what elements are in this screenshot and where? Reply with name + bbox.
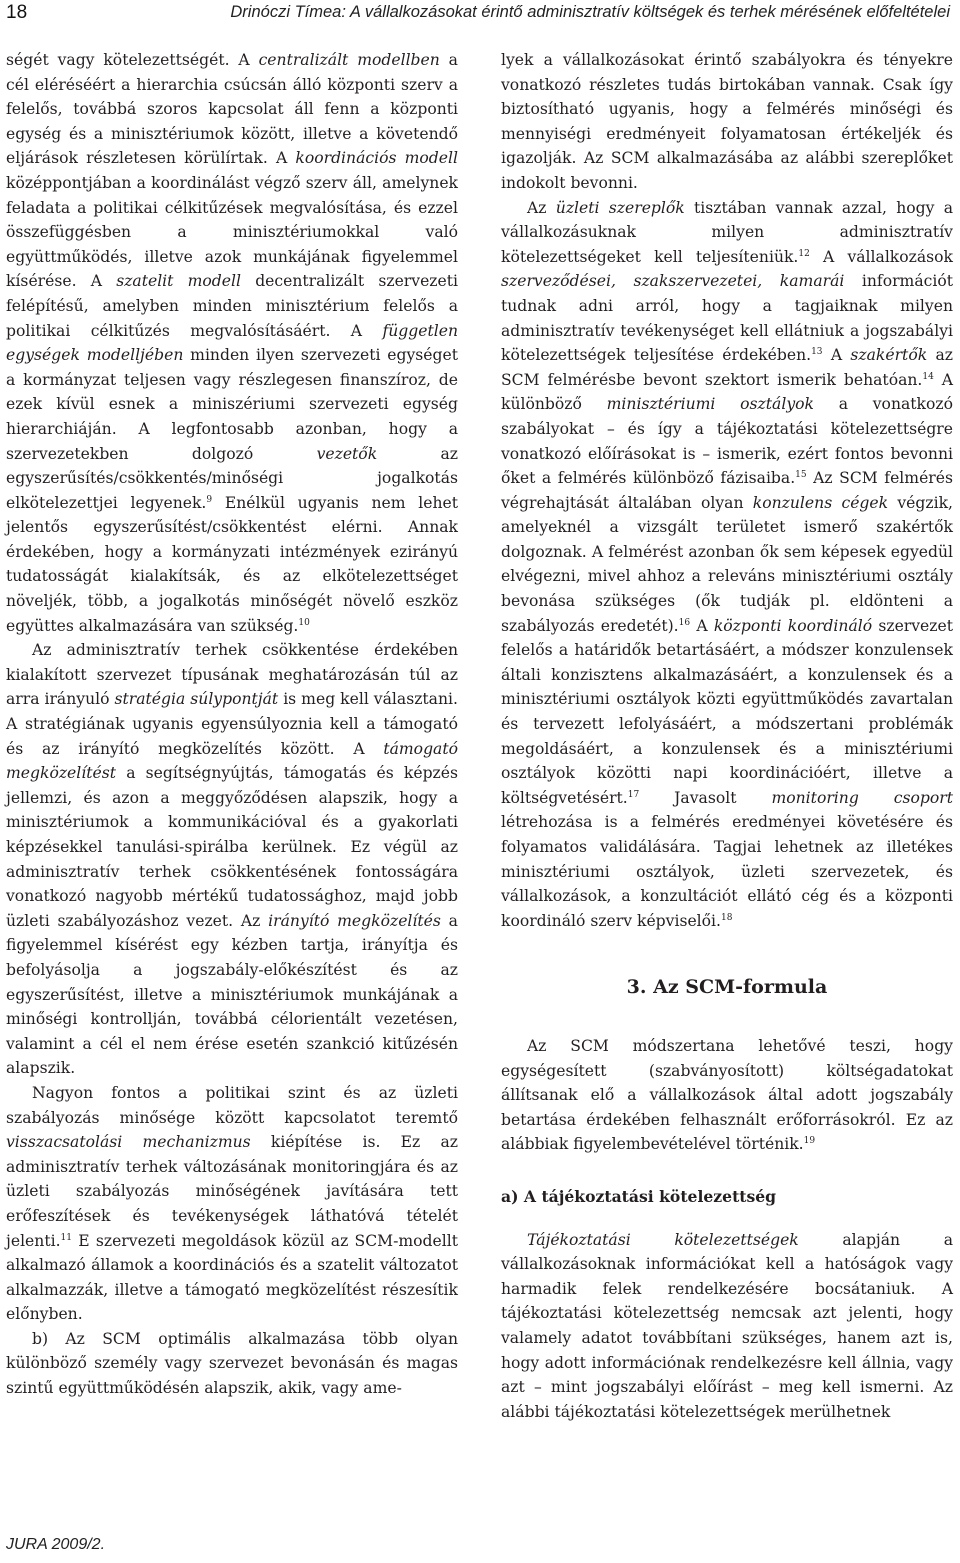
text-run: E szervezeti megoldások közül az SCM-modellt alkalmazó államok a koordinációs és a szatelit változatot alkalmazzák, illetve a támogató megközelítést részesítik előnyben. xyxy=(6,1231,458,1324)
footnote-ref: 11 xyxy=(60,1232,72,1243)
italic-term: Tájékoztatási kötelezettségek xyxy=(527,1230,799,1249)
italic-term: üzleti szereplők xyxy=(555,198,685,217)
left-paragraph-1 xyxy=(6,48,458,638)
text-run: b) Az SCM optimális alkalmazása több olyan különböző személy vagy szervezet bevonásán és magas szintű együttműködésén alapszik, akik, vagy ame- xyxy=(6,1329,458,1398)
footnote-ref: 15 xyxy=(795,469,807,480)
text-run: decentralizált szervezeti felépítésű, amelyben minden minisztérium felelős a politikai célkitűzés megvalósításáért. A xyxy=(6,272,458,340)
text-run: a figyelemmel kísérést egy kézben tartja, irányítja és befolyásolja a jogszabály-előkészítést és az egyszerűsítést, illetve a minisztériumok munkájának a minőségi kontrollján, továbbá célorientált vezetésen, valamint a cél el nem érése esetén szankció kitűzésén alapszik. xyxy=(6,911,458,1078)
section-title: 3. Az SCM-formula xyxy=(626,976,828,999)
subsection-title: a) A tájékoztatási kötelezettség xyxy=(501,1186,777,1206)
text-run: ségét vagy kötelezettségét. A xyxy=(6,51,259,69)
footnote-ref: 10 xyxy=(298,617,310,628)
text-run: Enélkül ugyanis nem lehet jelentős egyszerűsítést/csökkentést elérni. Annak érdekében, hogy a kormányzati intézmények ezirányú tudatosságát kialakítsák, és az elkötelezettséget növeljék, több, a jogalkotás minőségét növelő eszköz együttes alkalmazására van szükség. xyxy=(6,493,458,635)
text-run: A különböző xyxy=(501,370,953,414)
text-run: A vállalkozások xyxy=(809,247,953,266)
italic-term: stratégia súlypontját xyxy=(114,690,279,709)
footnote-ref: 17 xyxy=(627,789,640,800)
right-column xyxy=(501,48,953,1424)
italic-term: szatelit modell xyxy=(116,272,241,291)
italic-term: vezetők xyxy=(316,444,378,463)
italic-term: konzulens cégek xyxy=(752,493,889,512)
text-run: kiépítése is. Ez az adminisztratív terhek változásának monitoringjára és az üzleti szabályozás minőségének javítására tett erőfeszítések és tevékenységek láthatóvá tételét jelenti. xyxy=(6,1133,458,1250)
text-run: minden ilyen szervezeti egységet a kormányzat teljesen vagy részlegesen finanszíroz, de ezek kívül esnek a miniszériumi szervezeti egység hierarchiáján. A legfontosabb azonban, hogy a szervezetekben dolgozó xyxy=(6,346,458,463)
left-paragraph-4 xyxy=(6,1327,458,1401)
text-run: A xyxy=(822,346,851,365)
footnote-ref: 13 xyxy=(811,346,823,357)
right-paragraph-1 xyxy=(501,48,953,196)
text-run: tisztában vannak azzal, hogy a vállalkozásuknak milyen adminisztratív kötelezettségeket kell teljesíteniük. xyxy=(501,198,954,266)
footnote-ref: 18 xyxy=(721,912,733,923)
right-paragraph-2 xyxy=(501,196,953,934)
text-run: Nagyon fontos a politikai szint és az üzleti szabályozás minősége között kapcsolatot teremtő xyxy=(6,1083,458,1127)
left-paragraph-2 xyxy=(6,638,458,1081)
italic-term: minisztériumi osztályok xyxy=(606,395,814,414)
text-run: alapján a vállalkozásoknak információkat kell a hatóságok vagy harmadik felek rendelkezésére bocsátaniuk. A tájékoztatási kötelezettség nemcsak azt jelenti, hogy valamely adatot továbbítani szükséges, hanem azt is, hogy adott információnak rendelkezésre kell állnia, vagy azt – mint jogszabályi előírást – meg kell ismerni. Az alábbi tájékoztatási kötelezettségek merülhetnek xyxy=(501,1230,954,1421)
left-paragraph-3 xyxy=(6,1081,458,1327)
text-run: Az adminisztratív terhek csökkentése érdekében kialakított szervezet típusának meghatározásán túl az arra irányuló xyxy=(6,641,458,709)
text-run: Az SCM módszertana lehetővé teszi, hogy egységesített (szabványosított) költségadatokat állítsanak elő a vállalkozások által adott jogszabály betartása érdekében felhasznált erőforrásokról. Ez az alábbiak figyelembevételével történik. xyxy=(501,1036,953,1154)
italic-term: koordinációs modell xyxy=(295,149,458,168)
text-run: létrehozása is a felmérés eredményei követésére és folyamatos validálására. Tagjai lehetnek az illetékes minisztériumi osztályok, üzleti szervezetek, és vállalkozások, a konzultációt ellátó cég és a központi koordináló szerv képviselői. xyxy=(501,813,953,930)
footnote-ref: 9 xyxy=(206,494,213,505)
text-run: lyek a vállalkozásokat érintő szabályokra és tényekre vonatkozó részletes tudás birtokában vannak. Csak így biztosítható ugyanis, hogy a felmérés minőségi és mennyiségi eredményeit folyamatosan értékeljék és igazolják. Az SCM alkalmazásába az alábbi szereplőket indokolt bevonni. xyxy=(501,51,953,192)
footnote-ref: 14 xyxy=(922,371,934,382)
italic-term: centralizált modellben xyxy=(258,51,440,69)
journal-footer: JURA 2009/2. xyxy=(6,1536,106,1553)
text-run: Javasolt xyxy=(639,788,772,807)
page-number: 18 xyxy=(6,2,28,23)
text-run: középpontjában a koordinálást végző szerv áll, amelynek feladata a politikai célkitűzések megvalósítása, és ezzel összefüggésben a minisztériumokkal való együttműködés, illetve azok munkájának figyelemmel kísérése. A xyxy=(6,173,458,291)
footnote-ref: 16 xyxy=(678,617,691,628)
text-run: Az xyxy=(527,198,556,217)
text-run: a segítségnyújtás, támogatás és képzés jellemzi, és azon a meggyőződésen alapszik, hogy a minisztériumok a kommunikációval és a gyakorlati képzésekkel tanulási-spirálba kerülnek. Ez végül az adminisztratív terhek csökkentésének fontosságára vonatkozó nagyobb mértékű tudatossághoz, majd jobb üzleti szabályozáshoz vezet. Az xyxy=(6,764,458,930)
italic-term: szerveződései, szakszervezetei, kamarái xyxy=(501,272,845,291)
text-run: szervezet felelős a határidők betartásáért, a módszer konzulensek általi konzisztens alkalmazásáért, a konzulensek és a minisztériumi osztályok közti együttműködés zavartalan és tervezett lefolyásáért, a módszertani problémák megoldásáért, a konzulensek és a minisztériumi osztályok közötti napi koordinációért, illetve a költségvetésért. xyxy=(501,616,953,807)
text-run: a cél eléréséért a hierarchia csúcsán álló központi szerv a felelős, továbbá szoros kapcsolat áll fenn a központi egység és a minisztériumok között, illetve a követendő eljárások részletesen körülírtak. A xyxy=(6,51,458,168)
italic-term: monitoring csoport xyxy=(771,788,953,807)
text-run: végzik, amelyeknél a vizsgált területet ismerő szakértők dolgoznak. A felmérést azonban ők sem képesek egyedül elvégezni, mivel ahhoz a releváns minisztériumi osztály bevonása szükséges (ők tudják pl. eldönteni a szabályozás eredetét). xyxy=(501,493,953,635)
text-run: A xyxy=(690,616,714,635)
text-run: a vonatkozó szabályokat – és így a tájékoztatási kötelezettségre vonatkozó előírásokat is – ismerik, ezért fontos bevonni őket a felmérés különböző fázisaiba. xyxy=(501,395,953,488)
text-run: információt tudnak adni arról, hogy a tagjaiknak milyen adminisztratív tevékenységet kell ellátniuk a jogszabályi kötelezettségek teljesítése érdekében. xyxy=(501,272,953,365)
left-column xyxy=(6,48,458,1401)
italic-term: központi koordináló xyxy=(713,616,873,635)
italic-term: független egységek modelljében xyxy=(6,321,458,365)
italic-term: visszacsatolási mechanizmus xyxy=(6,1133,251,1152)
footnote-ref: 12 xyxy=(798,248,810,259)
page-header xyxy=(0,0,960,40)
italic-term: szakértők xyxy=(850,346,928,365)
running-title: Drinóczi Tímea: A vállalkozásokat érintő adminisztratív költségek és terhek mérésének előfeltételei xyxy=(230,3,950,21)
text-run: is meg kell választani. A stratégiának ugyanis egyensúlyoznia kell a támogató és az irányító megközelítés között. A xyxy=(6,690,458,758)
italic-term: irányító megközelítés xyxy=(268,911,441,930)
text-run: Az SCM felmérés végrehajtását általában olyan xyxy=(501,469,953,512)
right-paragraph-3 xyxy=(501,1034,953,1157)
right-paragraph-4 xyxy=(501,1228,953,1425)
text-run: az SCM felmérésbe bevont szektort ismerik behatóan. xyxy=(501,346,953,389)
footnote-ref: 19 xyxy=(803,1136,816,1147)
italic-term: támogató megközelítést xyxy=(6,739,458,783)
text-run: az egyszerűsítés/csökkentés/minőségi jogalkotás elkötelezettjei legyenek. xyxy=(6,444,458,512)
